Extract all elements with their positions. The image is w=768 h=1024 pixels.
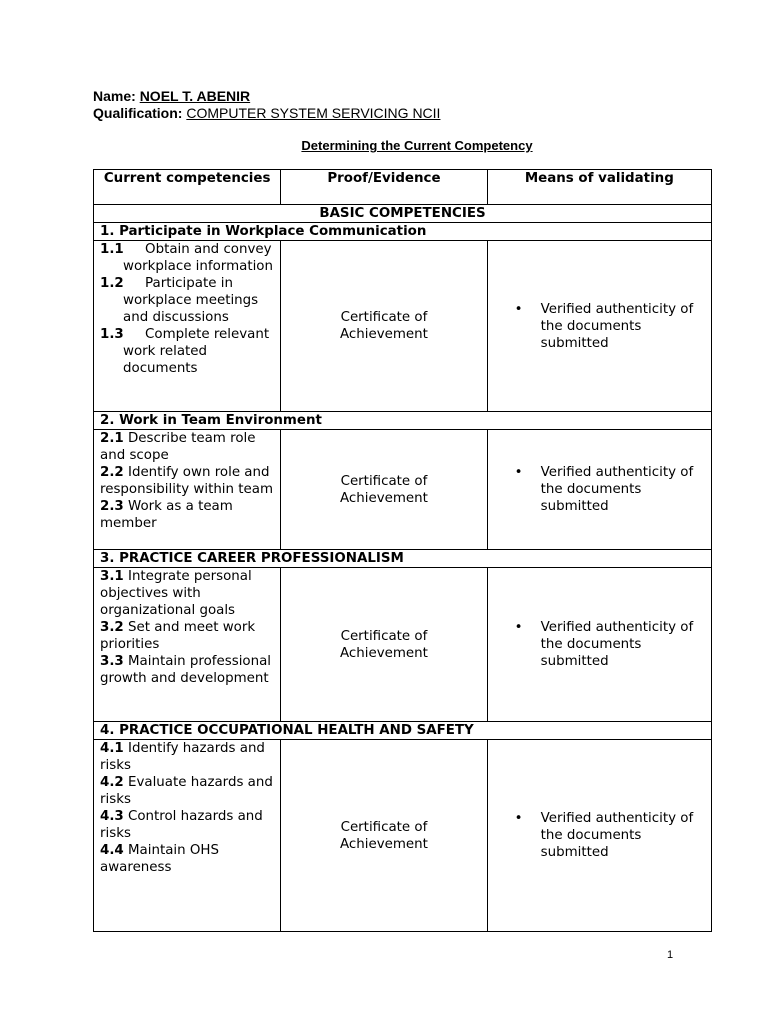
competency-item: 4.4 Maintain OHS awareness: [100, 843, 219, 875]
bullet-icon: •: [514, 620, 523, 635]
competency-item: 1.2 Participate in workplace meetings and discussions: [100, 276, 259, 325]
validation-cell: • Verified authenticity of the documents submitted: [487, 568, 711, 722]
bullet-icon: •: [514, 301, 523, 317]
section-heading-row: [94, 205, 712, 223]
competency-item: 4.2 Evaluate hazards and risks: [100, 775, 273, 807]
column-header-competencies: Current competencies: [94, 170, 281, 205]
competency-item: 3.2 Set and meet work priorities: [100, 620, 256, 652]
unit-content-row: [94, 430, 712, 550]
bullet-icon: •: [514, 465, 523, 480]
unit-title-row: [94, 223, 712, 241]
unit-title: 3. PRACTICE CAREER PROFESSIONALISM: [94, 550, 712, 568]
competency-item: 2.3 Work as a team member: [100, 499, 233, 531]
evidence-cell: Certificate of Achievement: [281, 568, 487, 722]
unit-title: 4. PRACTICE OCCUPATIONAL HEALTH AND SAFETY: [94, 722, 712, 740]
bullet-icon: •: [514, 811, 523, 826]
unit-items-cell: [94, 241, 281, 412]
competency-item: 2.1 Describe team role and scope: [100, 431, 256, 463]
competency-item: 3.1 Integrate personal objectives with organizational goals: [100, 569, 252, 618]
column-header-validating: Means of validating: [487, 170, 711, 205]
table-header-row: [94, 170, 712, 205]
section-heading: BASIC COMPETENCIES: [94, 205, 712, 223]
competency-item: 4.1 Identify hazards and risks: [100, 741, 265, 773]
unit-content-row: [94, 740, 712, 932]
evidence-cell: Certificate of Achievement: [281, 430, 487, 550]
competency-item: 3.3 Maintain professional growth and development: [100, 654, 272, 686]
competency-item: 1.1 Obtain and convey workplace information: [100, 242, 273, 274]
page-number: 1: [667, 949, 674, 961]
qualification-line: [93, 105, 440, 121]
unit-title-row: [94, 412, 712, 430]
unit-items-cell: [94, 430, 281, 550]
unit-title-row: [94, 550, 712, 568]
evidence-cell: Certificate of Achievement: [281, 241, 487, 412]
column-header-evidence: Proof/Evidence: [281, 170, 487, 205]
competency-table: [93, 169, 712, 932]
unit-content-row: [94, 241, 712, 412]
unit-title-row: [94, 722, 712, 740]
competency-item: 4.3 Control hazards and risks: [100, 809, 263, 841]
validation-cell: • Verified authenticity of the documents submitted: [487, 241, 711, 412]
name-label: Name:: [93, 88, 136, 104]
unit-content-row: [94, 568, 712, 722]
validation-cell: • Verified authenticity of the documents submitted: [487, 430, 711, 550]
competency-item: 2.2 Identify own role and responsibility within team: [100, 465, 274, 497]
unit-items-cell: [94, 568, 281, 722]
unit-title: 1. Participate in Workplace Communication: [94, 223, 712, 241]
evidence-cell: Certificate of Achievement: [281, 740, 487, 932]
qualification-label: Qualification:: [93, 105, 183, 121]
qualification-value: COMPUTER SYSTEM SERVICING NCII: [186, 105, 441, 121]
validation-cell: • Verified authenticity of the documents submitted: [487, 740, 711, 932]
name-line: [93, 88, 250, 104]
unit-items-cell: [94, 740, 281, 932]
competency-item: 1.3 Complete relevant work related documents: [100, 327, 270, 376]
document-title: Determining the Current Competency: [301, 138, 533, 153]
name-value: NOEL T. ABENIR: [139, 88, 251, 104]
unit-title: 2. Work in Team Environment: [94, 412, 712, 430]
